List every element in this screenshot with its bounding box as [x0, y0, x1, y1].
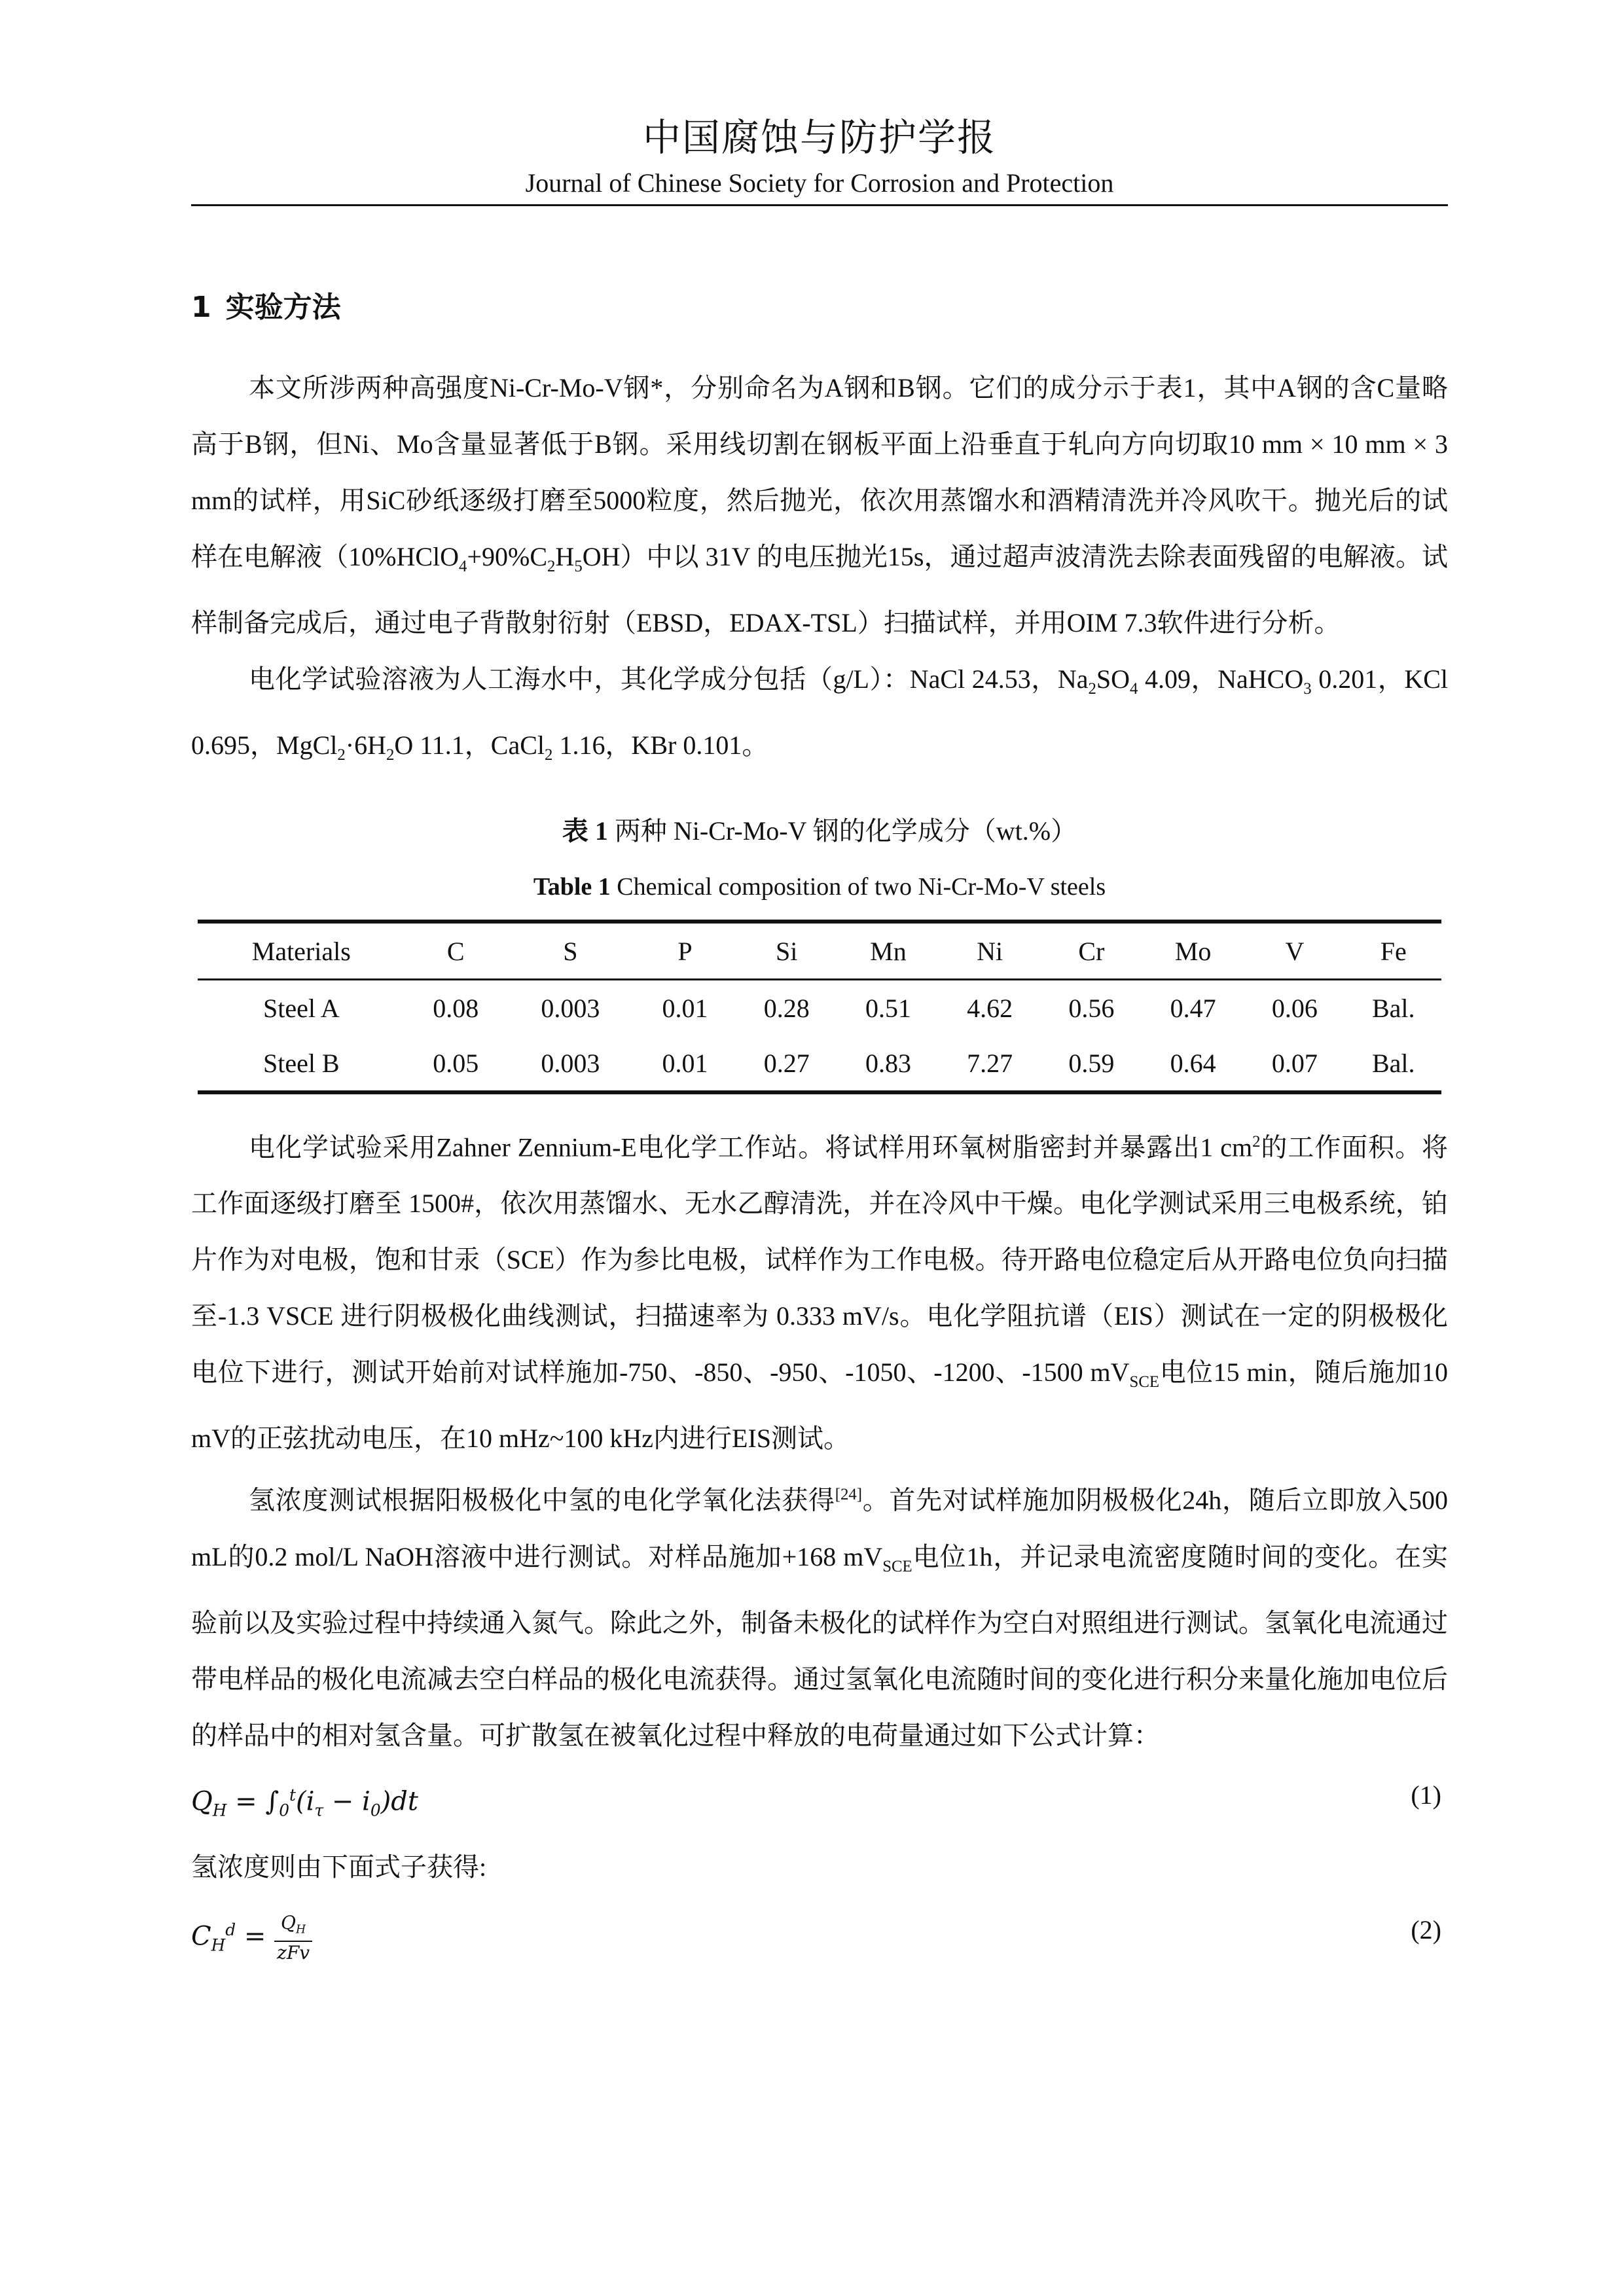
- equation-2-fraction: $\frac{Q_H}{\text{zFv}}$: [274, 1912, 312, 1965]
- table-label-cn: 表 1: [562, 816, 608, 846]
- paragraph-2: 电化学试验溶液为人工海水中，其化学成分包括（g/L）：NaCl 24.53，$Na_2SO_4$ 4.09，NaHCO$_3$ 0.201，KCl 0.695，$MgCl_2\cdot 6H_2O$ 11.1，CaCl$_2$ 1.16，KBr 0.101。: [191, 664, 1449, 764]
- equation-1-number: (1): [1411, 1780, 1441, 1810]
- table-cell: 0.51: [865, 993, 911, 1023]
- section-heading: [191, 275, 1448, 340]
- table-caption-cn-text: 两种 Ni-Cr-Mo-V 钢的化学成分（wt.%）: [607, 816, 1077, 846]
- table-cell: Steel A: [262, 993, 340, 1023]
- equation-intro-text: 氢浓度则由下面式子获得:: [191, 1852, 487, 1882]
- table-caption-en-text: Chemical composition of two Ni-Cr-Mo-V steels: [610, 873, 1106, 901]
- table-cell: 0.01: [662, 1048, 708, 1078]
- page-body: [191, 275, 1448, 1971]
- table-cell: 7.27: [967, 1048, 1013, 1078]
- table-cell: 0.64: [1170, 1048, 1216, 1078]
- table-cell: Bal.: [1371, 1048, 1415, 1078]
- column-header: Mo: [1174, 936, 1212, 966]
- column-header: S: [563, 936, 578, 966]
- table-cell: 0.08: [433, 993, 479, 1023]
- table-cell: 0.83: [865, 1048, 911, 1078]
- table-cell: 0.59: [1068, 1048, 1115, 1078]
- column-header: Ni: [977, 936, 1003, 966]
- table-cell: 0.05: [433, 1048, 479, 1078]
- section-title: 实验方法: [225, 291, 341, 324]
- table-label-en: Table 1: [533, 873, 611, 901]
- table-cell: Steel B: [262, 1048, 340, 1078]
- composition-table: [198, 920, 1441, 1094]
- equation-2-number: (2): [1411, 1914, 1441, 1945]
- section-number: 1: [191, 291, 211, 324]
- column-header: Mn: [870, 936, 907, 966]
- column-header: V: [1285, 936, 1305, 966]
- table-row: [198, 980, 1441, 1036]
- equation-1: [191, 1764, 1448, 1836]
- equation-1-formula: $Q_H = \int_0^t(i_\tau - i_0)dt$: [191, 1785, 418, 1820]
- journal-header: [191, 111, 1448, 202]
- table-cell: 0.003: [541, 993, 600, 1023]
- paragraph-4: 氢浓度测试根据阳极极化中氢的电化学氧化法获得[24]。首先对试样施加阴极极化24h，随后立即放入500 mL的0.2 mol/L NaOH溶液中进行测试。对样品施加+168 $mV_{SCE}$电位1h，并记录电流密度随时间的变化。在实验前以及实验过程中持续通入氮气。除此之外，制备未极化的试样作为空白对照组进行测试。氢氧化电流通过带电样品的极化电流减去空白样品的极化电流获得。通过氢氧化电流随时间的变化进行积分来量化施加电位后的样品中的相对氢含量。可扩散氢在被氧化过程中释放的电荷量通过如下公式计算：: [191, 1485, 1449, 1750]
- table-row: [198, 1035, 1441, 1092]
- table-cell: 0.28: [763, 993, 810, 1023]
- equation-2: [191, 1899, 1448, 1971]
- table-header-row: [198, 922, 1441, 980]
- equation-2-formula: $C_H^d$ = $\frac{Q_H}{\text{zFv}}$: [191, 1899, 312, 1977]
- column-header: Fe: [1380, 936, 1407, 966]
- journal-title-en: Journal of Chinese Society for Corrosion and Protection: [525, 168, 1114, 198]
- table-caption-cn: [191, 802, 1448, 861]
- paragraph-3: 电化学试验采用Zahner Zennium-E电化学工作站。将试样用环氧树脂密封并暴露出1 $cm^2$的工作面积。将工作面逐级打磨至 1500#，依次用蒸馏水、无水乙醇清洗，并在冷风中干燥。电化学测试采用三电极系统，铂片作为对电极，饱和甘汞（SCE）作为参比电极，试样作为工作电极。待开路电位稳定后从开路电位负向扫描至-1.3 VSCE 进行阴极极化曲线测试，扫描速率为 0.333 mV/s。电化学阻抗谱（EIS）测试在一定的阴极极化电位下进行，测试开始前对试样施加-750、-850、-950、-1050、-1200、-1500 $mV_{SCE}$电位15 min，随后施加10 mV的正弦扰动电压，在10 mHz~100 kHz内进行EIS测试。: [191, 1132, 1449, 1454]
- table-cell: 0.56: [1068, 993, 1115, 1023]
- column-header: Cr: [1078, 936, 1105, 966]
- column-header: C: [446, 936, 465, 966]
- column-header: P: [677, 936, 693, 966]
- table-cell: 4.62: [967, 993, 1013, 1023]
- table-cell: Bal.: [1371, 993, 1415, 1023]
- table-cell: 0.47: [1170, 993, 1216, 1023]
- table-cell: 0.003: [541, 1048, 600, 1078]
- table-cell: 0.27: [763, 1048, 810, 1078]
- header-rule: [191, 204, 1448, 206]
- table-caption-en: [191, 861, 1448, 913]
- paragraph-1: 本文所涉两种高强度Ni-Cr-Mo-V钢*，分别命名为A钢和B钢。它们的成分示于表1，其中A钢的含C量略高于B钢，但Ni、Mo含量显著低于B钢。采用线切割在钢板平面上沿垂直于轧向方向切取10 mm × 10 mm × 3 mm的试样，用SiC砂纸逐级打磨至5000粒度，然后抛光，依次用蒸馏水和酒精清洗并冷风吹干。抛光后的试样在电解液$(10\%HClO_4+90\%C_2H_5OH)$中以 31V 的电压抛光15s，通过超声波清洗去除表面残留的电解液。试样制备完成后，通过电子背散射衍射（EBSD，EDAX-TSL）扫描试样，并用OIM 7.3软件进行分析。: [191, 373, 1448, 637]
- table-cell: 0.07: [1271, 1048, 1318, 1078]
- table-cell: 0.01: [662, 993, 708, 1023]
- journal-title-cn: 中国腐蚀与防护学报: [642, 115, 996, 160]
- column-header: Si: [776, 936, 798, 966]
- column-header: Materials: [251, 936, 351, 966]
- table-cell: 0.06: [1271, 993, 1318, 1023]
